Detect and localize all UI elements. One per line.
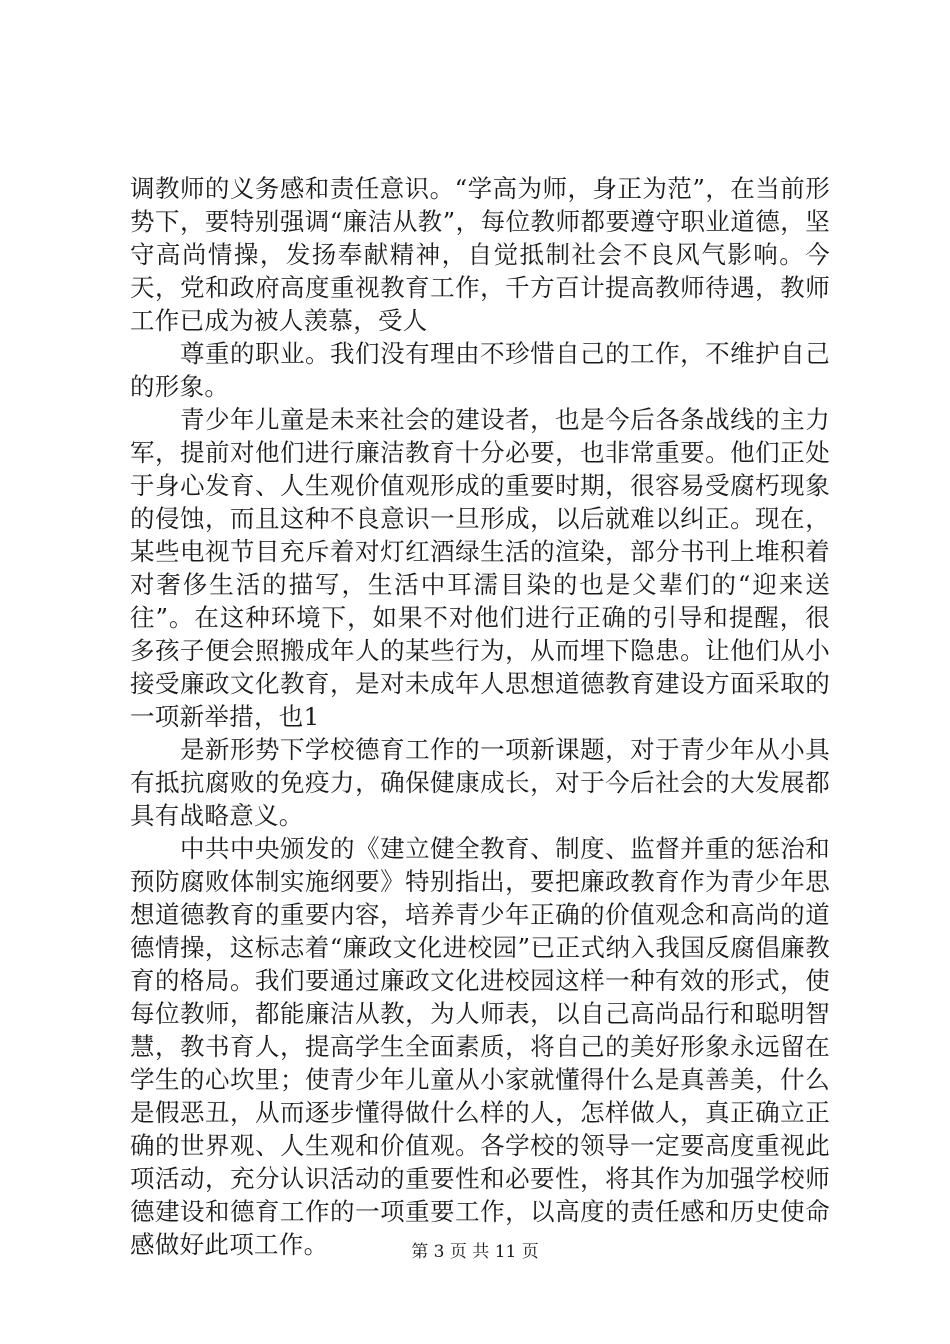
paragraph-2: 尊重的职业。我们没有理由不珍惜自己的工作，不维护自己的形象。 — [130, 339, 830, 401]
paragraph-5: 中共中央颁发的《建立健全教育、制度、监督并重的惩治和预防腐败体制实施纲要》特别指出，要把廉政教育作为青少年思想道德教育的重要内容，培养青少年正确的价值观念和高尚的道德情操，这标志着“廉政文化进校园”已正式纳入我国反腐倡廉教育的格局。我们要通过廉政文化进校园这样一种有效的形式，使每位教师，都能廉洁从教，为人师表，以自己高尚品行和聪明智慧，教书育人，提高学生全面素质，将自己的美好形象永远留在学生的心坎里；使青少年儿童从小家就懂得什么是真善美，什么是假恶丑，从而逐步懂得做什么样的人，怎样做人，真正确立正确的世界观、人生观和价值观。各学校的领导一定要高度重视此项活动，充分认识活动的重要性和必要性，将其作为加强学校师德建设和德育工作的一项重要工作，以高度的责任感和历史使命感做好此项工作。 — [130, 834, 830, 1259]
paragraph-3: 青少年儿童是未来社会的建设者，也是今后各条战线的主力军，提前对他们进行廉洁教育十分必要，也非常重要。他们正处于身心发育、人生观价值观形成的重要时期，很容易受腐朽现象的侵蚀，而且这种不良意识一旦形成，以后就难以纠正。现在，某些电视节目充斥着对灯红酒绿生活的渲染，部分书刊上堆积着对奢侈生活的描写，生活中耳濡目染的也是父辈们的“迎来送往”。在这种环境下，如果不对他们进行正确的引导和提醒，很多孩子便会照搬成年人的某些行为，从而埋下隐患。让他们从小接受廉政文化教育，是对未成年人思想道德教育建设方面采取的一项新举措，也1 — [130, 405, 831, 731]
document-body — [130, 172, 830, 1261]
page-number-footer: 第 3 页 共 11 页 — [411, 1242, 539, 1262]
paragraph-4: 是新形势下学校德育工作的一项新课题，对于青少年从小具有抵抗腐败的免疫力，确保健康成长，对于今后社会的大发展都具有战略意义。 — [130, 735, 830, 830]
paragraph-1: 调教师的义务感和责任意识。“学高为师，身正为范”，在当前形势下，要特别强调“廉洁从教”，每位教师都要遵守职业道德，坚守高尚情操，发扬奉献精神，自觉抵制社会不良风气影响。今天，党和政府高度重视教育工作，千方百计提高教师待遇，教师工作已成为被人羡慕，受人 — [130, 174, 830, 335]
